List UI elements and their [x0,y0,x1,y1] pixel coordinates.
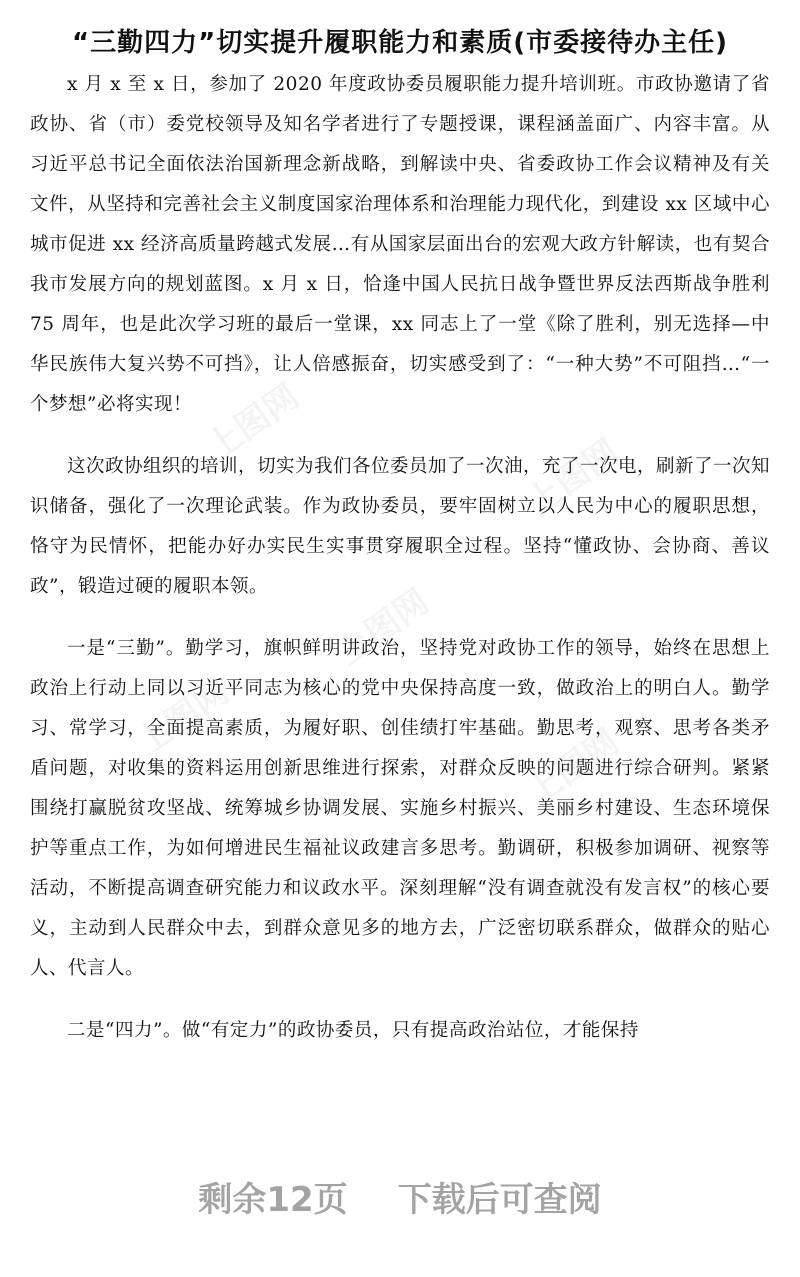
watermark: 上图网 [129,671,237,764]
watermark: 上图网 [519,431,627,524]
document-body [30,65,770,1073]
watermark: 上图网 [199,376,307,469]
page-title: “三勤四力”切实提升履职能力和素质(市委接待办主任) [72,28,728,59]
paragraph-intro: x 月 x 至 x 日，参加了 2020 年度政协委员履职能力提升培训班。市政协邀请了省政协、省（市）委党校领导及知名学者进行了专题授课，课程涵盖面广、内容丰富。从习近平总书记全面依法治国新理念新战略，到解读中央、省委政协工作会议精神及有关文件，从坚持和完善社会主义制度国家治理体系和治理能力现代化，到建设 xx 区域中心城市促进 xx 经济高质量跨越式发展…有从国家层面出台的宏观大政方针解读，也有契合我市发展方向的规划蓝图。x 月 x 日，恰逢中国人民抗日战争暨世界反法西斯战争胜利 75 周年，也是此次学习班的最后一堂课，xx 同志上了一堂《除了胜利，别无选择—中华民族伟大复兴势不可挡》，让人倍感振奋，切实感受到了：“一种大势”不可阻挡…“一个梦想”必将实现！ [30,74,770,415]
remaining-pages-label: 剩余12页 [198,1180,348,1220]
paragraph-four-abilities: 二是“四力”。做“有定力”的政协委员，只有提高政治站位，才能保持 [67,1020,639,1041]
paragraph-three-diligence: 一是“三勤”。勤学习，旗帜鲜明讲政治，坚持党对政协工作的领导，始终在思想上政治上行动上同以习近平同志为核心的党中央保持高度一致，做政治上的明白人。勤学习、常学习，全面提高素质，为履好职、创佳绩打牢基础。勤思考，观察、思考各类矛盾问题，对收集的资料运用创新思维进行探索，对群众反映的问题进行综合研判。紧紧围绕打赢脱贫攻坚战、统筹城乡协调发展、实施乡村振兴、美丽乡村建设、生态环境保护等重点工作，为如何增进民生福祉议政建言多思考。勤调研，积极参加调研、视察等活动，不断提高调查研究能力和议政水平。深刻理解“没有调查就没有发言权”的核心要义，主动到人民群众中去，到群众意见多的地方去，广泛密切联系群众，做群众的贴心人、代言人。 [30,638,770,979]
download-hint-label: 下载后可查阅 [397,1180,602,1220]
watermark: 上图网 [519,721,627,814]
download-prompt-banner[interactable] [0,1175,800,1225]
paragraph-training-summary: 这次政协组织的培训，切实为我们各位委员加了一次油，充了一次电，刷新了一次知识储备，强化了一次理论武装。作为政协委员，要牢固树立以人民为中心的履职思想，恪守为民情怀，把能办好办实民生实事贯穿履职全过程。坚持“懂政协、会协商、善议政”，锻造过硬的履职本领。 [30,456,771,597]
watermark: 上图网 [329,581,437,674]
